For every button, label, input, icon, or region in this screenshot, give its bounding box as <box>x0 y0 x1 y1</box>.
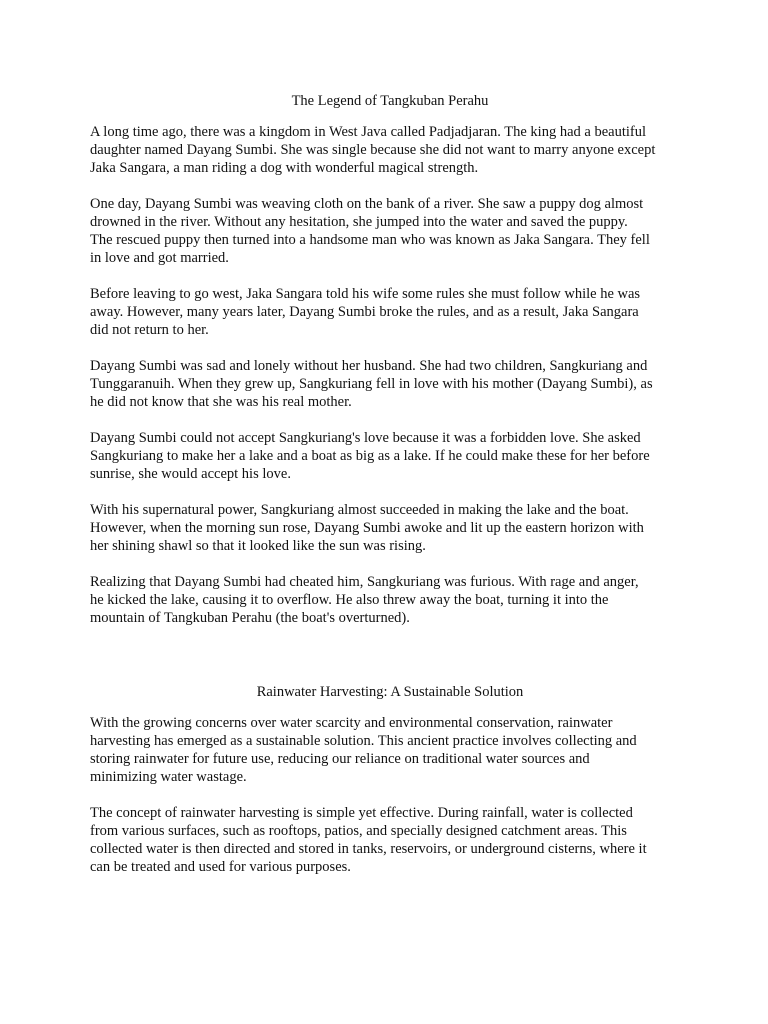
story-paragraph: One day, Dayang Sumbi was weaving cloth on the bank of a river. She saw a puppy dog almost drowned in the river. Without any hesitation, she jumped into the water and saved the puppy. The rescued puppy then turned into a handsome man who was known as Jaka Sangara. They fell in love and got married. <box>90 196 650 266</box>
story-section <box>90 92 690 645</box>
story-paragraph: With his supernatural power, Sangkuriang almost succeeded in making the lake and the boat. However, when the morning sun rose, Dayang Sumbi awoke and lit up the eastern horizon with her shining shawl so that it looked like the sun was rising. <box>90 502 644 554</box>
story-paragraph: Realizing that Dayang Sumbi had cheated him, Sangkuriang was furious. With rage and anger, he kicked the lake, causing it to overflow. He also threw away the boat, turning it into the mountain of Tangkuban Perahu (the boat's overturned). <box>90 574 639 626</box>
story-paragraph: Dayang Sumbi could not accept Sangkuriang's love because it was a forbidden love. She asked Sangkuriang to make her a lake and a boat as big as a lake. If he could make these for her before sunrise, she would accept his love. <box>90 430 650 482</box>
essay-paragraph: The concept of rainwater harvesting is simple yet effective. During rainfall, water is collected from various surfaces, such as rooftops, patios, and specially designed catchment areas. This collected water is then directed and stored in tanks, reservoirs, or underground cisterns, where it can be treated and used for various purposes. <box>90 805 647 875</box>
essay-title: Rainwater Harvesting: A Sustainable Solution <box>256 684 524 700</box>
story-paragraph: A long time ago, there was a kingdom in West Java called Padjadjaran. The king had a beautiful daughter named Dayang Sumbi. She was single because she did not want to marry anyone except Jaka Sangara, a man riding a dog with wonderful magical strength. <box>90 124 656 176</box>
story-paragraph: Before leaving to go west, Jaka Sangara told his wife some rules she must follow while he was away. However, many years later, Dayang Sumbi broke the rules, and as a result, Jaka Sangara did not return to her. <box>90 286 641 338</box>
essay-section <box>90 683 690 894</box>
story-paragraph: Dayang Sumbi was sad and lonely without her husband. She had two children, Sangkuriang and Tunggaranuih. When they grew up, Sangkuriang fell in love with his mother (Dayang Sumbi), as he did not know that she was his real mother. <box>90 358 653 410</box>
essay-paragraph: With the growing concerns over water scarcity and environmental conservation, rainwater harvesting has emerged as a sustainable solution. This ancient practice involves collecting and storing rainwater for future use, reducing our reliance on traditional water sources and minimizing water wastage. <box>90 715 637 785</box>
story-title: The Legend of Tangkuban Perahu <box>291 93 489 109</box>
